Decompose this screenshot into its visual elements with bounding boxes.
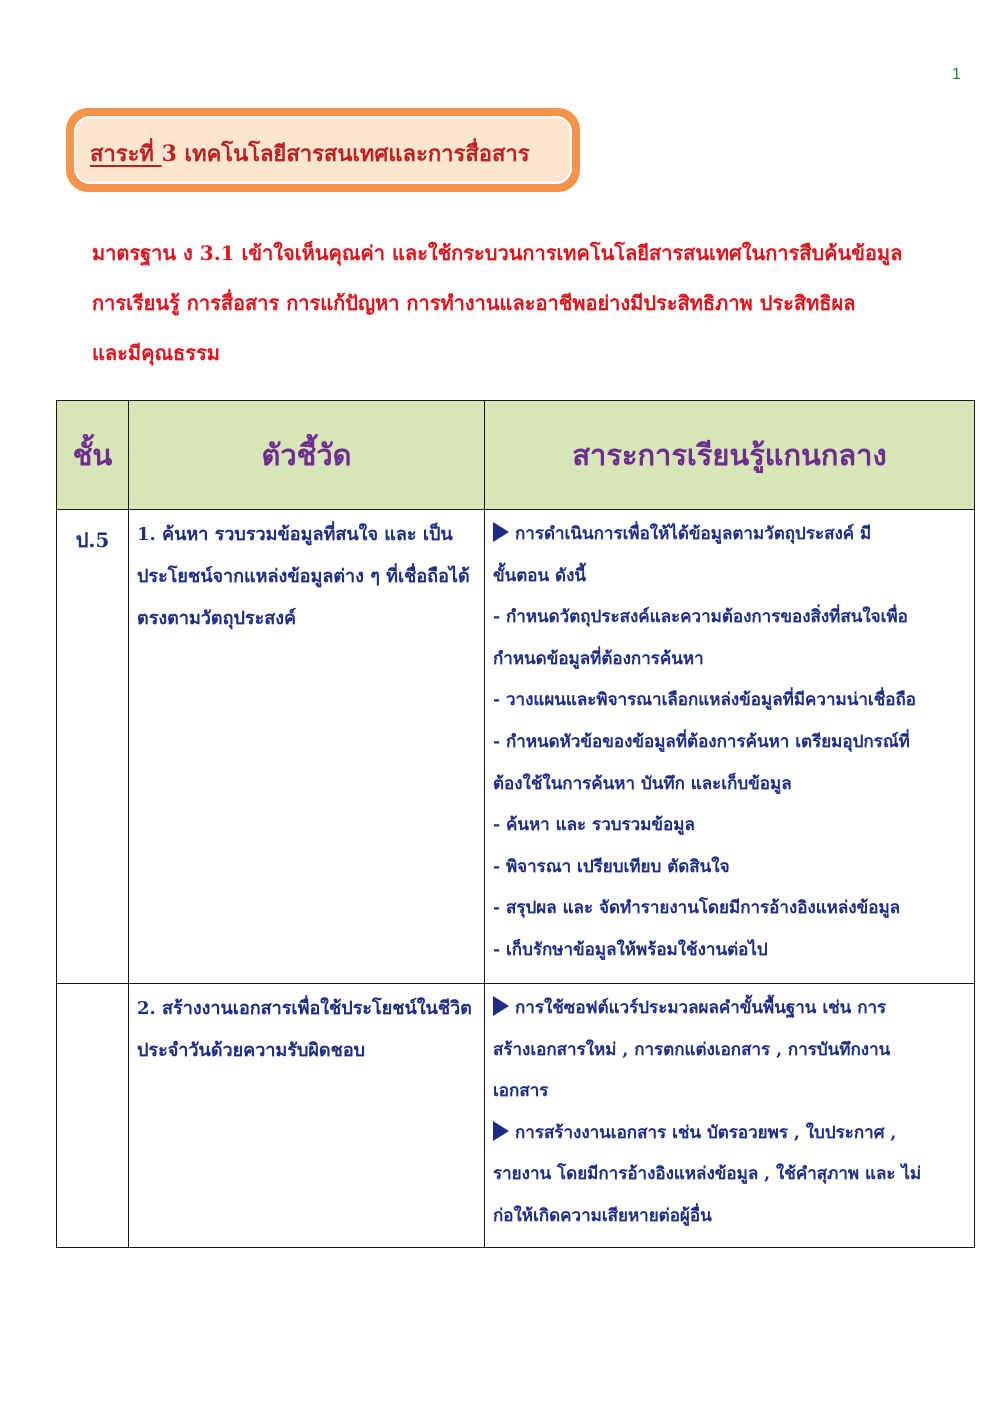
content-line — [493, 1113, 968, 1155]
grade-cell: ป.5 — [57, 510, 129, 984]
content-line: - วางแผนและพิจารณาเลือกแหล่งข้อมูลที่มีความน่าเชื่อถือ — [493, 690, 916, 711]
grade-cell — [57, 984, 129, 1248]
content-line — [493, 988, 968, 1030]
content-line-text: การใช้ซอฟต์แวร์ประมวลผลคำขั้นพื้นฐาน เช่น การ — [515, 998, 887, 1018]
core-content-cell — [485, 984, 975, 1248]
content-line: - กำหนดวัตถุประสงค์และความต้องการของสิ่งที่สนใจเพื่อ — [493, 607, 908, 628]
core-content-cell — [485, 510, 975, 984]
subject-heading-label: สาระที่ — [90, 141, 162, 167]
standard-line: และมีคุณธรรม — [92, 341, 220, 365]
indicator-cell: 2. สร้างงานเอกสารเพื่อใช้ประโยชน์ในชีวิตประจำวันด้วยความรับผิดชอบ — [129, 984, 485, 1248]
arrow-bullet-icon — [493, 522, 509, 542]
content-line: - สรุปผล และ จัดทำรายงานโดยมีการอ้างอิงแหล่งข้อมูล — [493, 898, 901, 919]
indicator-cell: 1. ค้นหา รวบรวมข้อมูลที่สนใจ และ เป็นประโยชน์จากแหล่งข้อมูลต่าง ๆ ที่เชื่อถือได้ตรงตามวัตถุประสงค์ — [129, 510, 485, 984]
content-line: ขั้นตอน ดังนี้ — [493, 565, 586, 586]
content-line: สร้างเอกสารใหม่ , การตกแต่งเอกสาร , การบันทึกงาน — [493, 1039, 891, 1060]
content-line: รายงาน โดยมีการอ้างอิงแหล่งข้อมูล , ใช้คำสุภาพ และ ไม่ — [493, 1164, 922, 1185]
table-row — [57, 510, 975, 984]
subject-heading — [90, 136, 530, 171]
content-line-text: การสร้างงานเอกสาร เช่น บัตรอวยพร , ใบประกาศ , — [515, 1122, 897, 1143]
arrow-bullet-icon — [493, 996, 509, 1016]
content-line: ก่อให้เกิดความเสียหายต่อผู้อื่น — [493, 1205, 712, 1226]
standard-line: การเรียนรู้ การสื่อสาร การแก้ปัญหา การทำงานและอาชีพอย่างมีประสิทธิภาพ ประสิทธิผล — [92, 291, 856, 315]
page-number: 1 — [952, 66, 961, 83]
header-grade: ชั้น — [57, 401, 129, 510]
subject-heading-text: 3 เทคโนโลยีสารสนเทศและการสื่อสาร — [161, 141, 530, 167]
content-line-text: การดำเนินการเพื่อให้ได้ข้อมูลตามวัตถุประสงค์ มี — [515, 524, 872, 544]
content-line: - พิจารณา เปรียบเทียบ ตัดสินใจ — [493, 856, 730, 877]
table-row — [57, 984, 975, 1248]
curriculum-table — [56, 400, 975, 1248]
content-line: - ค้นหา และ รวบรวมข้อมูล — [493, 815, 695, 836]
standard-statement — [92, 228, 952, 378]
content-line: กำหนดข้อมูลที่ต้องการค้นหา — [493, 648, 704, 669]
table-header-row — [57, 401, 975, 510]
header-indicator: ตัวชี้วัด — [129, 401, 485, 510]
content-line: ต้องใช้ในการค้นหา บันทึก และเก็บข้อมูล — [493, 773, 792, 794]
header-core-content: สาระการเรียนรู้แกนกลาง — [485, 401, 975, 510]
content-line: - เก็บรักษาข้อมูลให้พร้อมใช้งานต่อไป — [493, 939, 768, 960]
content-line: เอกสาร — [493, 1081, 549, 1102]
content-line: - กำหนดหัวข้อของข้อมูลที่ต้องการค้นหา เตรียมอุปกรณ์ที่ — [493, 731, 910, 752]
subject-heading-box — [66, 108, 580, 192]
arrow-bullet-icon — [493, 1121, 509, 1141]
standard-line: มาตรฐาน ง 3.1 เข้าใจเห็นคุณค่า และใช้กระบวนการเทคโนโลยีสารสนเทศในการสืบค้นข้อมูล — [92, 241, 903, 265]
content-line — [493, 514, 968, 556]
